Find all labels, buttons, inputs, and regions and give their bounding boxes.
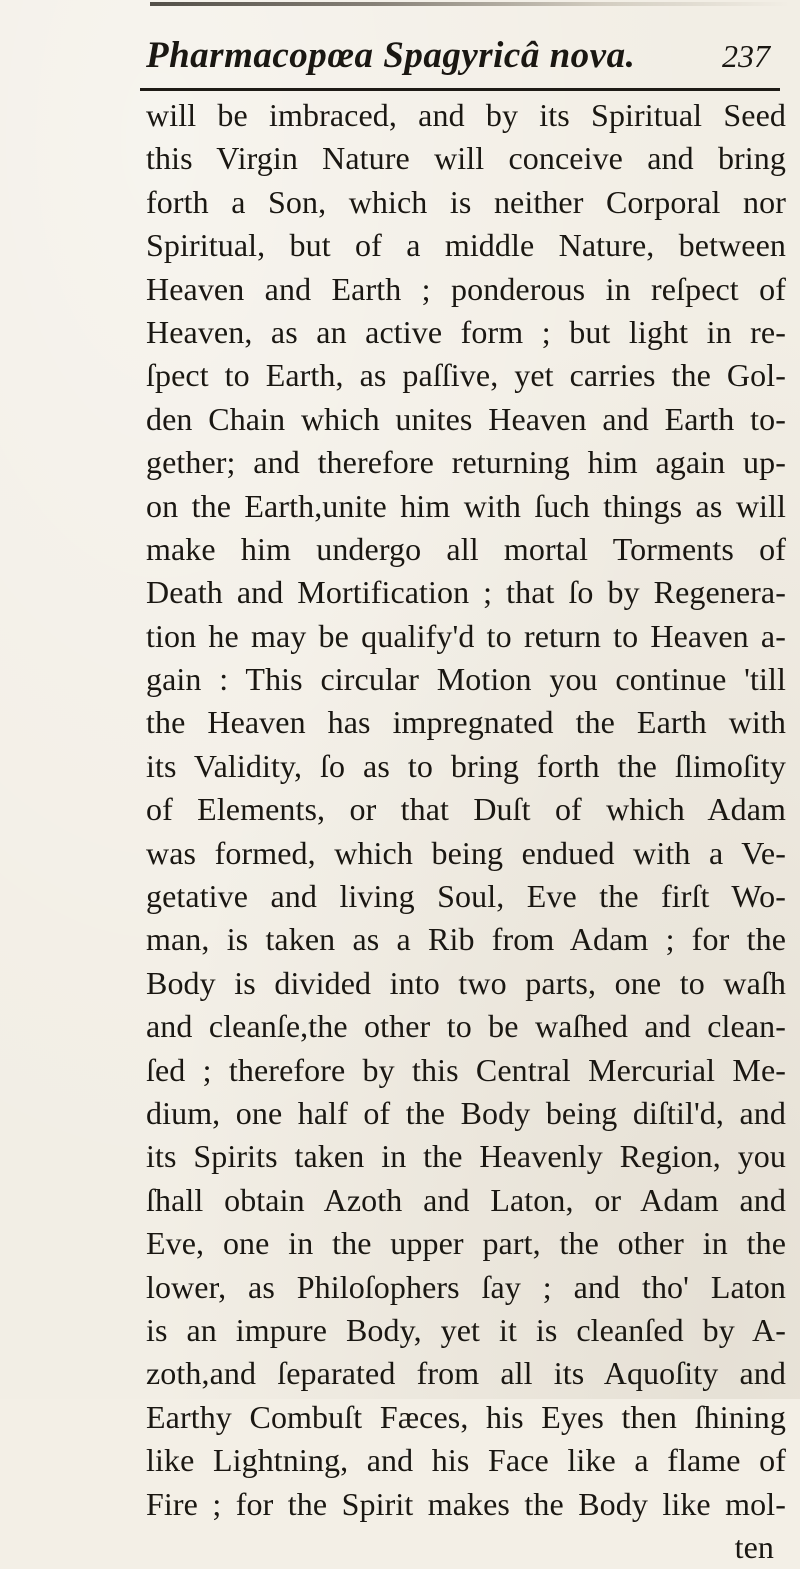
text-line: man, is taken as a Rib from Adam ; for the — [146, 921, 786, 958]
text-line: getative and living Soul, Eve the firſt Wo- — [146, 878, 786, 915]
text-line: Heaven and Earth ; ponderous in reſpect of — [146, 270, 786, 307]
text-line: ſpect to Earth, as paſſive, yet carries the Gol- — [146, 357, 786, 394]
text-line: Spiritual, but of a middle Nature, between — [146, 227, 786, 264]
top-edge-rule — [150, 2, 790, 6]
body-text — [146, 94, 786, 1569]
text-line: the Heaven has impregnated the Earth with — [146, 704, 786, 741]
text-line: dium, one half of the Body being diſtil'd, and — [146, 1094, 786, 1131]
text-line: Fire ; for the Spirit makes the Body like mol- — [146, 1485, 786, 1522]
text-line: gether; and therefore returning him again up- — [146, 444, 786, 481]
text-line: tion he may be qualify'd to return to Heaven a- — [146, 617, 786, 654]
text-line: zoth,and ſeparated from all its Aquoſity and — [146, 1355, 786, 1392]
text-line: and cleanſe,the other to be waſhed and clean- — [146, 1008, 786, 1045]
header-rule — [140, 88, 780, 91]
text-line: Death and Mortification ; that ſo by Regenera- — [146, 574, 786, 611]
text-line: this Virgin Nature will conceive and bring — [146, 140, 786, 177]
text-line: of Elements, or that Duſt of which Adam — [146, 791, 786, 828]
text-line: is an impure Body, yet it is cleanſed by A- — [146, 1311, 786, 1348]
text-line: Heaven, as an active form ; but light in re- — [146, 313, 786, 350]
text-line: den Chain which unites Heaven and Earth to- — [146, 400, 786, 437]
text-line: was formed, which being endued with a Ve- — [146, 834, 786, 871]
text-line: will be imbraced, and by its Spiritual Seed — [146, 97, 786, 133]
running-title: Pharmacopœa Spagyricâ nova. — [146, 35, 636, 76]
text-line: ſed ; therefore by this Central Mercurial Me- — [146, 1051, 786, 1088]
catchword: ten — [734, 1528, 774, 1565]
text-line: forth a Son, which is neither Corporal nor — [146, 183, 786, 220]
text-line: its Validity, ſo as to bring forth the ſlimoſity — [146, 747, 786, 784]
text-line: ſhall obtain Azoth and Laton, or Adam and — [146, 1181, 786, 1218]
text-line: lower, as Philoſophers ſay ; and tho' Laton — [146, 1268, 786, 1305]
text-line: Body is divided into two parts, one to waſh — [146, 964, 786, 1001]
text-line: make him undergo all mortal Torments of — [146, 530, 786, 567]
text-line: like Lightning, and his Face like a flame of — [146, 1442, 786, 1479]
text-line: on the Earth,unite him with ſuch things as will — [146, 487, 786, 524]
text-line: its Spirits taken in the Heavenly Region, you — [146, 1138, 786, 1175]
text-line: Earthy Combuſt Fæces, his Eyes then ſhining — [146, 1398, 786, 1435]
page-number: 237 — [722, 38, 770, 74]
text-line: gain : This circular Motion you continue 'till — [146, 661, 786, 698]
text-line: Eve, one in the upper part, the other in the — [146, 1225, 786, 1262]
